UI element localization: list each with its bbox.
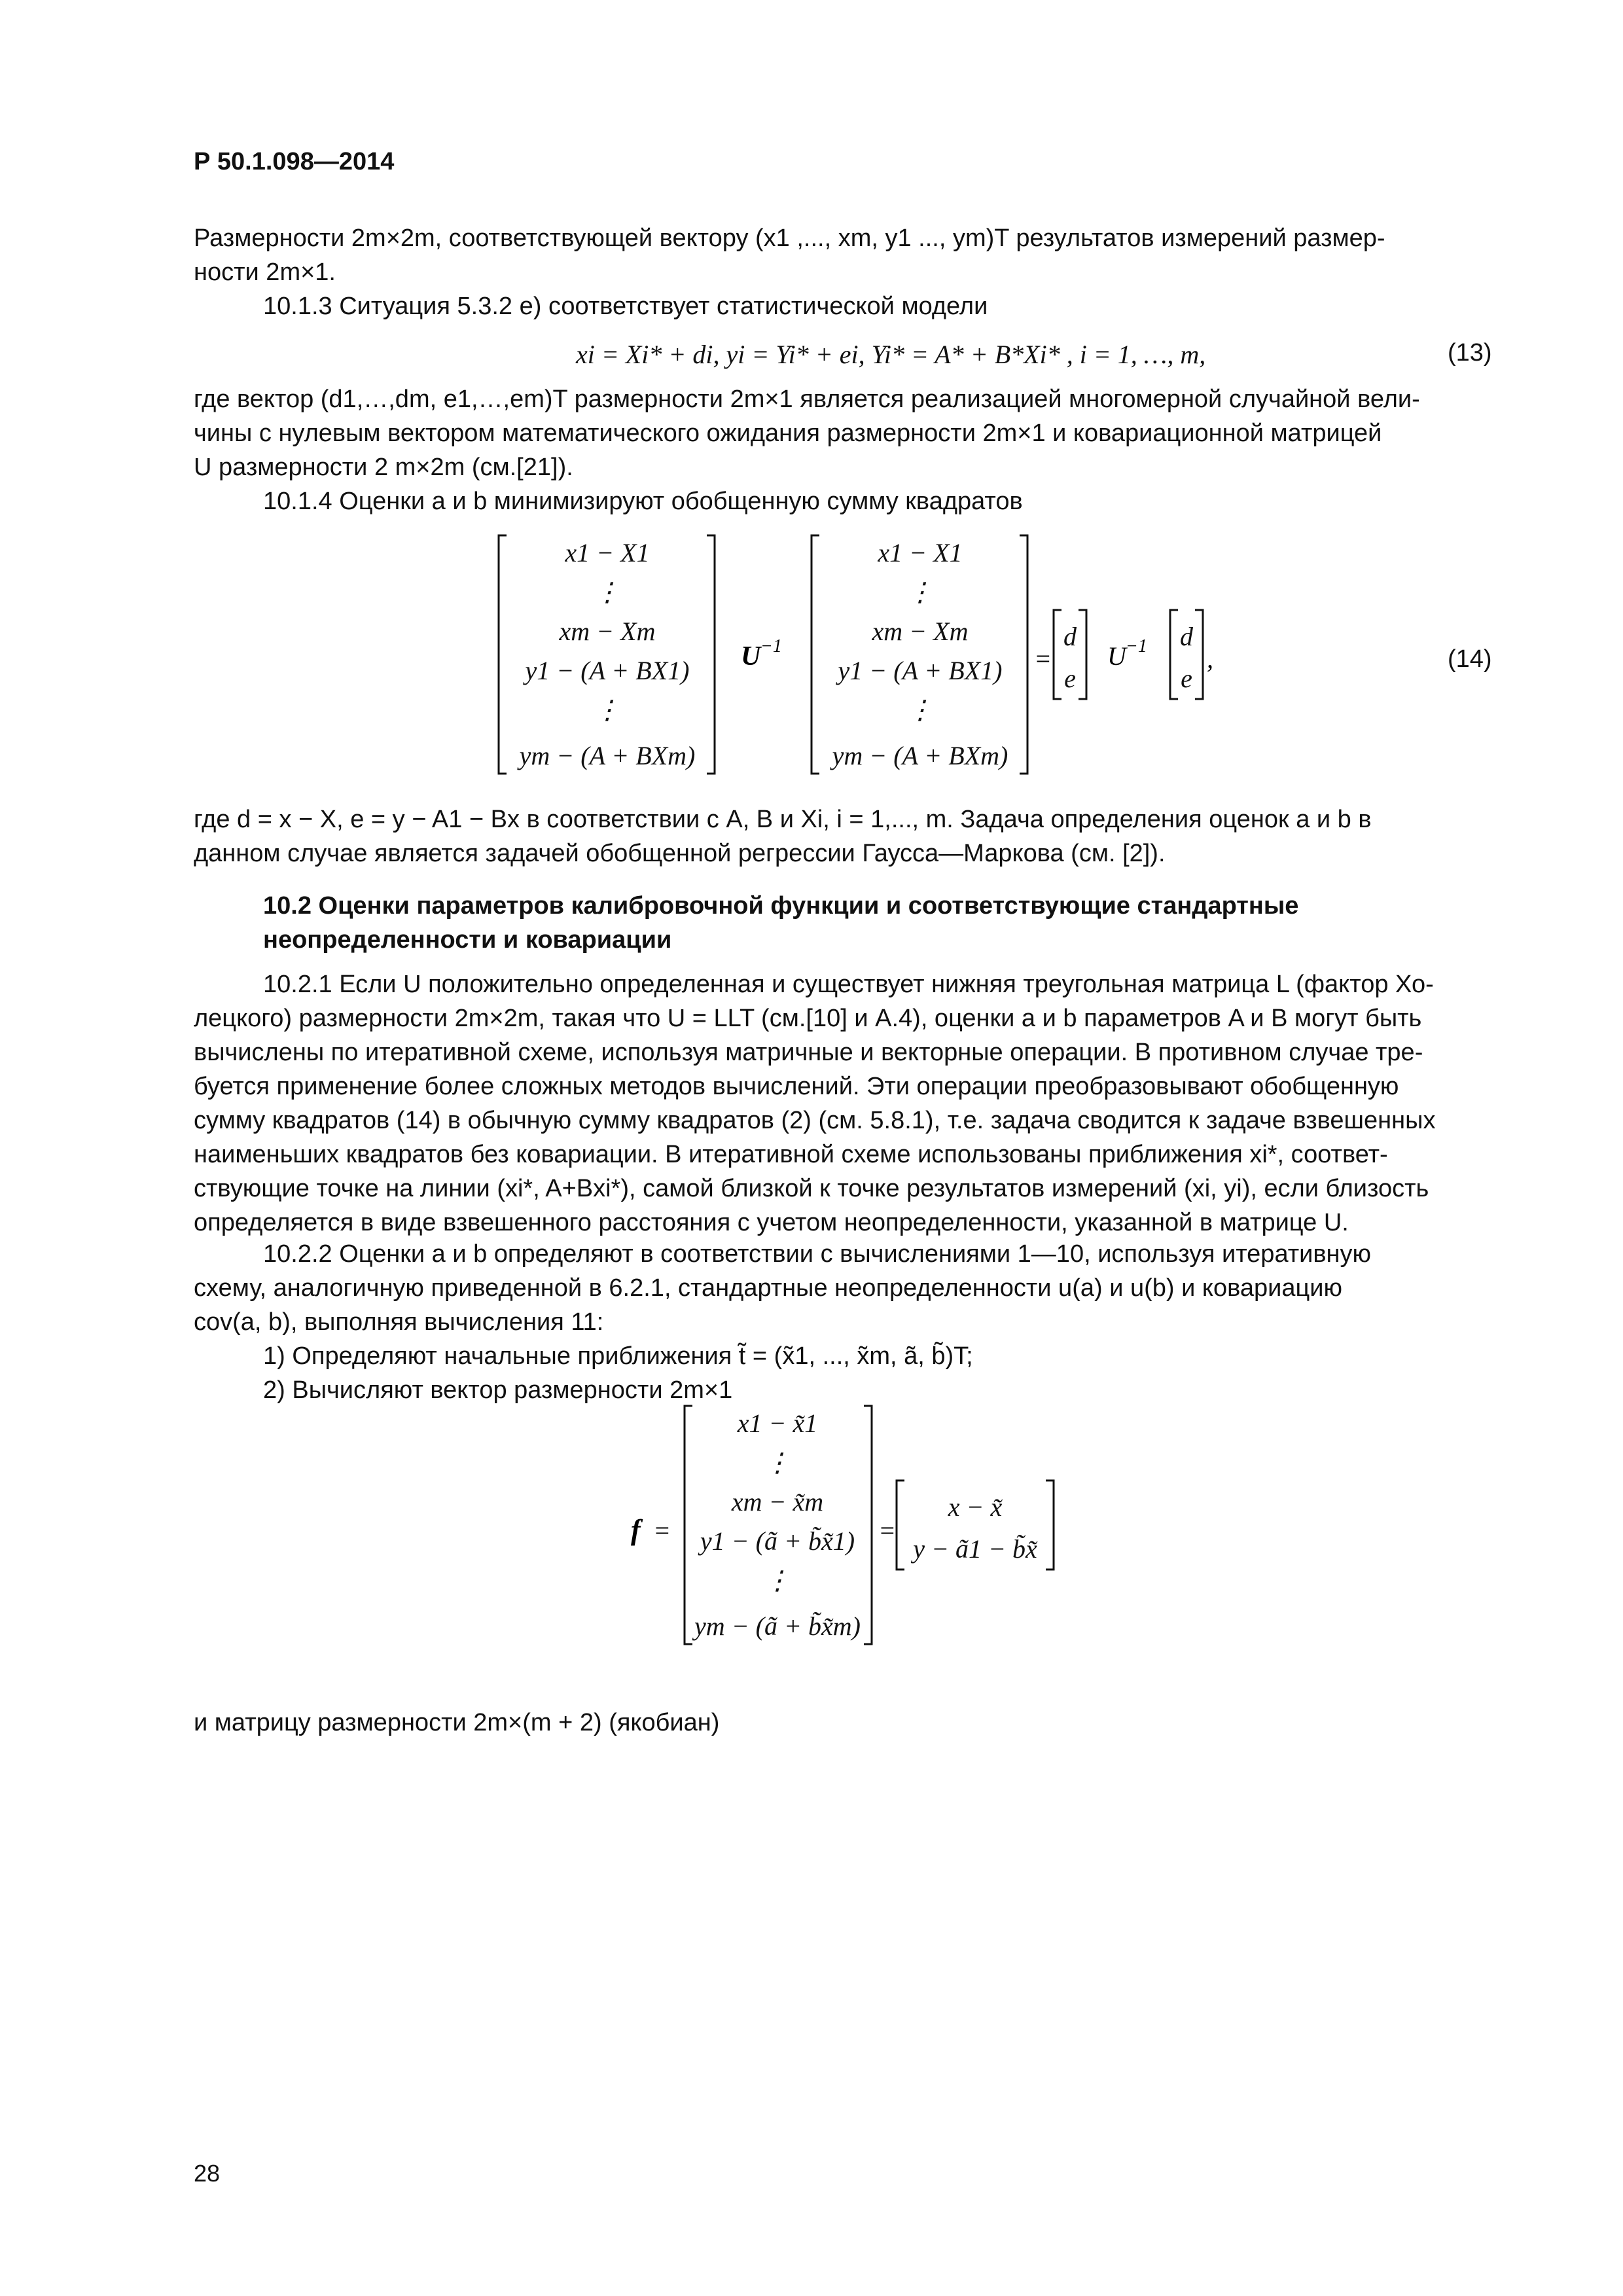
vector-entry: xm − Xm bbox=[559, 617, 656, 646]
vector-entry: y1 − (A + BX1) bbox=[525, 656, 690, 685]
f-entry: y1 − (ã + b̃x̃1) bbox=[700, 1526, 855, 1556]
f-symbol: f bbox=[631, 1514, 641, 1546]
heading-line: неопределенности и ковариации bbox=[263, 926, 672, 954]
text-line: лецкого) размерности 2m×2m, такая что U = LLT (см.[10] и А.4), оценки a и b параметров A и B могут быть bbox=[194, 1005, 1422, 1032]
text-line: 1) Определяют начальные приближения t̃ = (x̃1, ..., x̃m, ã, b̃)T; bbox=[263, 1342, 973, 1370]
text-line: где d = x − X, e = y − A1 − Bx в соответствии с A, B и Xi, i = 1,..., m. Задача определения оценок a и b в bbox=[194, 806, 1372, 833]
text-line: U размерности 2 m×2m (см.[21]). bbox=[194, 454, 573, 481]
e-symbol: e bbox=[1181, 664, 1192, 693]
equation-13: xi = Xi* + di, yi = Yi* + ei, Yi* = A* + B*Xi* , i = 1, …, m, bbox=[576, 340, 1206, 369]
text-line: определяется в виде взвешенного расстояния с учетом неопределенности, указанной в матрице U. bbox=[194, 1209, 1349, 1236]
f-entry: ym − (ã + b̃x̃m) bbox=[694, 1611, 861, 1641]
paragraph-gauss-markov bbox=[194, 802, 1499, 870]
d-symbol: d bbox=[1063, 622, 1077, 651]
text-line: Размерности 2m×2m, соответствующей вектору (x1 ,..., xm, y1 ..., ym)T результатов измерений размер- bbox=[194, 224, 1385, 252]
page-number: 28 bbox=[194, 2160, 221, 2187]
document-code: Р 50.1.098—2014 bbox=[194, 148, 395, 175]
text-line: наименьших квадратов без ковариации. В итеративной схеме использованы приближения xi*, соответ- bbox=[194, 1141, 1388, 1168]
e-symbol: e bbox=[1064, 664, 1076, 693]
vector-entry: x1 − X1 bbox=[878, 538, 963, 567]
rhs-entry: y − ã1 − b̃x̃ bbox=[913, 1534, 1037, 1564]
paragraph-jacobian bbox=[194, 1706, 1499, 1740]
u-symbol: U bbox=[1107, 641, 1126, 671]
section-heading-10-2 bbox=[263, 889, 1441, 957]
text-line: cov(a, b), выполняя вычисления 11: bbox=[194, 1308, 604, 1336]
text-line: схему, аналогичную приведенной в 6.2.1, стандартные неопределенности u(a) и u(b) и ковариацию bbox=[194, 1274, 1342, 1302]
vector-entry: ym − (A + BXm) bbox=[519, 741, 696, 770]
comma: , bbox=[1207, 644, 1213, 673]
text-line: данном случае является задачей обобщенной регрессии Гаусса—Маркова (см. [2]). bbox=[194, 840, 1166, 867]
f-entry: x1 − x̃1 bbox=[737, 1408, 818, 1438]
equation-14 bbox=[484, 524, 1309, 785]
text-line: ности 2m×1. bbox=[194, 259, 336, 286]
vector-entry: ⋮ bbox=[594, 695, 620, 725]
u-inverse-exponent: −1 bbox=[1126, 636, 1147, 656]
text-line: буется применение более сложных методов вычислений. Эти операции преобразовывают обобщенную bbox=[194, 1073, 1399, 1100]
text-line: сумму квадратов (14) в обычную сумму квадратов (2) (см. 5.8.1), т.е. задача сводится к задаче взвешенных bbox=[194, 1107, 1436, 1134]
u-inverse-exponent: −1 bbox=[760, 636, 782, 656]
text-line: вычислены по итеративной схеме, используя матричные и векторные операции. В противном случае тре- bbox=[194, 1039, 1423, 1066]
equation-f-vector bbox=[622, 1394, 1093, 1656]
paragraph-10-2-2 bbox=[194, 1237, 1499, 1407]
vector-entry: ym − (A + BXm) bbox=[832, 741, 1008, 770]
text-line: и матрицу размерности 2m×(m + 2) (якобиан) bbox=[194, 1709, 720, 1736]
text-line: 10.2.2 Оценки a и b определяют в соответствии с вычислениями 1—10, используя итеративную bbox=[263, 1240, 1372, 1268]
f-entry: ⋮ bbox=[764, 1448, 791, 1477]
text-line: чины с нулевым вектором математического ожидания размерности 2m×1 и ковариационной матрицей bbox=[194, 420, 1382, 447]
f-entry: ⋮ bbox=[764, 1566, 791, 1595]
f-entry: xm − x̃m bbox=[731, 1487, 824, 1516]
vector-entry: ⋮ bbox=[594, 577, 620, 607]
equals-sign: = bbox=[1034, 644, 1052, 673]
vector-entry: xm − Xm bbox=[872, 617, 969, 646]
d-symbol: d bbox=[1180, 622, 1193, 651]
paragraph-dimension bbox=[194, 221, 1499, 323]
text-line: 10.1.3 Ситуация 5.3.2 е) соответствует статистической модели bbox=[263, 293, 988, 320]
equals-sign: = bbox=[878, 1516, 896, 1545]
equation-number-14: (14) bbox=[1448, 645, 1492, 673]
paragraph-vector-description bbox=[194, 382, 1499, 518]
heading-line: 10.2 Оценки параметров калибровочной функции и соответствующие стандартные bbox=[263, 892, 1299, 920]
text-line: где вектор (d1,…,dm, e1,…,em)T размерности 2m×1 является реализацией многомерной случайной вели- bbox=[194, 386, 1420, 413]
equation-number-13: (13) bbox=[1448, 339, 1492, 367]
text-line: 2) Вычисляют вектор размерности 2m×1 bbox=[263, 1376, 733, 1404]
equals-sign: = bbox=[653, 1516, 671, 1545]
u-matrix-symbol: U bbox=[741, 641, 761, 672]
rhs-entry: x − x̃ bbox=[948, 1492, 1003, 1522]
vector-entry: ⋮ bbox=[907, 695, 933, 725]
vector-entry: x1 − X1 bbox=[565, 538, 650, 567]
text-line: 10.2.1 Если U положительно определенная и существует нижняя треугольная матрица L (фактор Хо- bbox=[263, 971, 1434, 998]
vector-entry: y1 − (A + BX1) bbox=[838, 656, 1003, 685]
paragraph-10-2-1 bbox=[194, 967, 1499, 1240]
text-line: ствующие точке на линии (xi*, A+Bxi*), самой близкой к точке результатов измерений (xi, yi), если близость bbox=[194, 1175, 1429, 1202]
text-line: 10.1.4 Оценки a и b минимизируют обобщенную сумму квадратов bbox=[263, 488, 1023, 515]
vector-entry: ⋮ bbox=[907, 577, 933, 607]
